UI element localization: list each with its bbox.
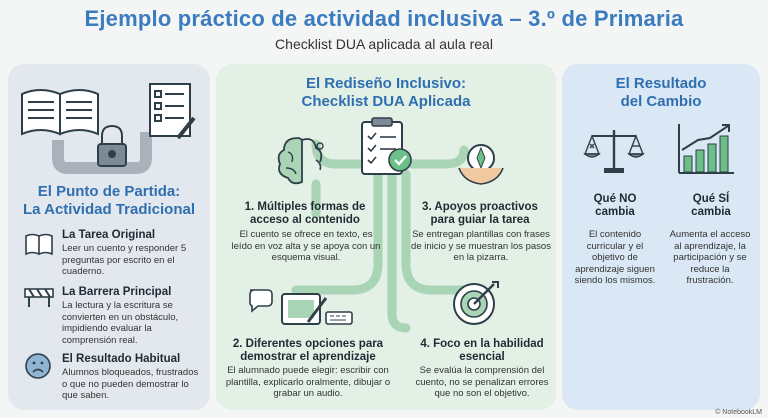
padlock-icon (98, 126, 126, 166)
question-sheet-icon (150, 84, 194, 138)
main-barrier-text: La lectura y la escritura se convierten en un obstáculo, impidiendo evaluar la comprensión real. (62, 300, 179, 346)
target-icon (450, 278, 502, 330)
barrier-icon (24, 286, 54, 308)
demonstration-options-text: El alumnado puede elegir: escribir con plantilla, explicarlo oralmente, dibujar o grabar un audio. (225, 365, 391, 399)
usual-result-heading: El Resultado Habitual (62, 353, 181, 365)
essential-skill-heading: 4. Foco en la habilidad esencial (420, 338, 544, 363)
clipboard-checklist-icon (358, 116, 414, 178)
right-panel-title: El Resultado del Cambio (615, 75, 707, 110)
growth-chart-icon (676, 122, 736, 176)
original-task-text: Leer un cuento y responder 5 preguntas por escrito en el cuaderno. (62, 243, 187, 277)
change-text: Aumenta el acceso al aprendizaje, la participación y se reduce la frustración. (669, 229, 751, 286)
no-change-heading: Qué NO cambia (593, 193, 637, 218)
sad-face-icon (24, 352, 52, 380)
brand-watermark: © NotebookLM (715, 409, 762, 416)
book-icon (24, 232, 54, 256)
proactive-support-text: Se entregan plantillas con frases de inicio y se muestran los pasos en la pizarra. (411, 229, 551, 263)
demonstration-options-heading: 2. Diferentes opciones para demostrar el aprendizaje (232, 338, 384, 363)
original-task-heading: La Tarea Original (62, 229, 156, 241)
page-subtitle: Checklist DUA aplicada al aula real (275, 36, 493, 52)
multiple-access-heading: 1. Múltiples formas de acceso al contenido (244, 201, 366, 226)
page-title: Ejemplo práctico de actividad inclusiva – 3.º de Primaria (84, 6, 684, 31)
usual-result-text: Alumnos bloqueados, frustrados o que no pueden demostrar lo que saben. (62, 367, 199, 401)
traditional-activity-illustration (18, 80, 198, 176)
proactive-support-heading: 3. Apoyos proactivos para guiar la tarea (422, 201, 538, 226)
middle-panel-title: El Rediseño Inclusivo: Checklist DUA Aplicada (301, 75, 471, 110)
change-heading: Qué SÍ cambia (691, 193, 731, 218)
left-panel-title: El Punto de Partida: La Actividad Tradicional (23, 183, 195, 218)
essential-skill-text: Se evalúa la comprensión del cuento, no se penalizan errores que no son el objetivo. (415, 365, 549, 399)
compass-icon (456, 136, 506, 190)
multiple-access-text: El cuento se ofrece en texto, es leído en voz alta y se apoya con un esquema visual. (231, 229, 381, 263)
open-book-icon (22, 90, 98, 134)
brain-icon (274, 132, 330, 190)
no-change-text: El contenido curricular y el objetivo de aprendizaje siguen siendo los mismos. (574, 229, 656, 286)
scale-icon (582, 124, 646, 176)
devices-icon (246, 284, 354, 334)
main-barrier-heading: La Barrera Principal (62, 286, 172, 298)
